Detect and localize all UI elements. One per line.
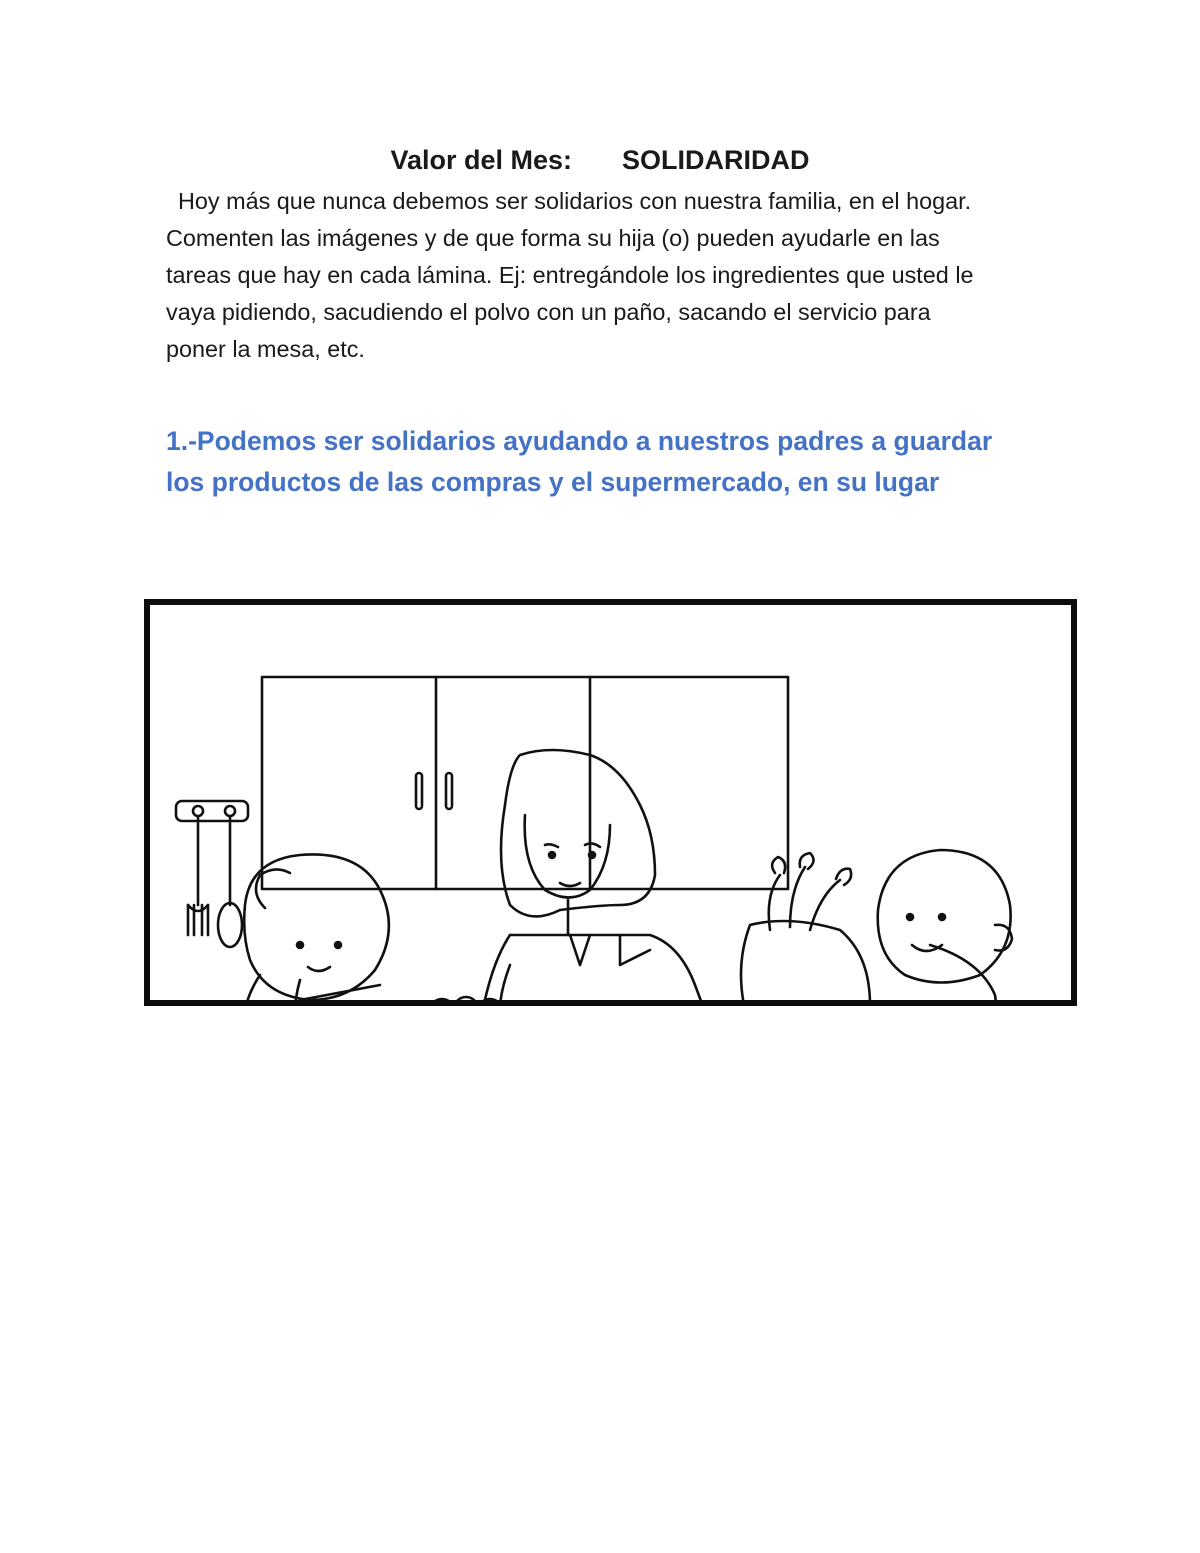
- intro-line: vaya pidiendo, sacudiendo el polvo con un paño, sacando el servicio para: [166, 299, 931, 325]
- illustration-frame: [144, 599, 1077, 1006]
- girl-figure: [244, 854, 389, 1000]
- mother-figure: [480, 750, 710, 1000]
- fruit-bowl: [395, 997, 550, 1000]
- section-heading-line: los productos de las compras y el supermercado, en su lugar: [166, 467, 940, 497]
- intro-paragraph: [166, 183, 1046, 368]
- title-value: SOLIDARIDAD: [622, 145, 810, 175]
- section-heading-line: 1.-Podemos ser solidarios ayudando a nuestros padres a guardar: [166, 426, 993, 456]
- utensil-rack: [176, 801, 248, 947]
- page-title: [0, 142, 1200, 178]
- grocery-bag: [741, 853, 870, 1000]
- title-label: Valor del Mes:: [390, 145, 573, 175]
- kitchen-scene-illustration: [150, 605, 1071, 1000]
- section-heading: [166, 421, 1066, 503]
- intro-line: poner la mesa, etc.: [166, 336, 365, 362]
- intro-line: Comenten las imágenes y de que forma su hija (o) pueden ayudarle en las: [166, 225, 940, 251]
- intro-line: tareas que hay en cada lámina. Ej: entregándole los ingredientes que usted le: [166, 262, 974, 288]
- intro-line: Hoy más que nunca debemos ser solidarios con nuestra familia, en el hogar.: [178, 188, 972, 214]
- boy-figure: [878, 850, 1012, 1000]
